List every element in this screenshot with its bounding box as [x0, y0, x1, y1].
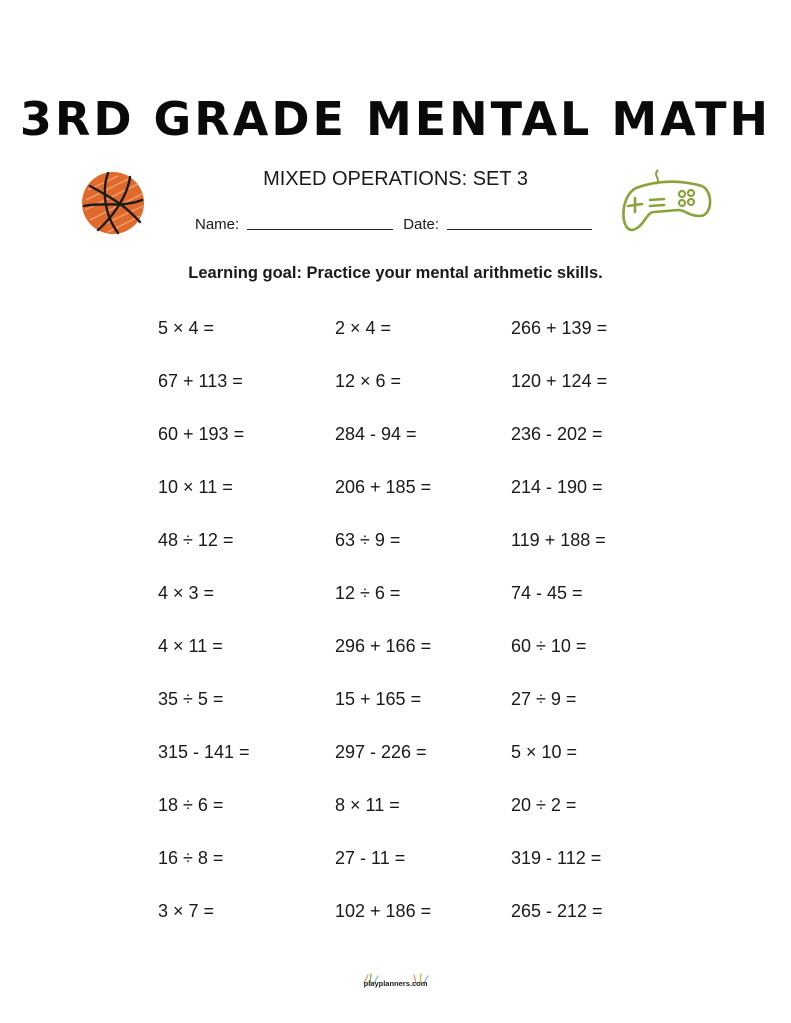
problem: 319 - 112 =: [511, 848, 602, 868]
problem: 284 - 94 =: [335, 424, 417, 444]
problem: 16 ÷ 8 =: [158, 848, 224, 868]
problem: 60 ÷ 10 =: [511, 636, 587, 656]
problem: 35 ÷ 5 =: [158, 689, 224, 709]
problem: 12 × 6 =: [335, 371, 402, 391]
date-field[interactable]: [447, 229, 592, 230]
problem-row: [158, 477, 651, 530]
problem: 315 - 141 =: [158, 742, 250, 762]
name-label: Name:: [195, 216, 240, 233]
name-field[interactable]: [247, 229, 393, 230]
problem: 10 × 11 =: [158, 477, 233, 497]
problem-row: [158, 636, 651, 689]
problem: 266 + 139 =: [511, 318, 608, 338]
problem: 3 × 7 =: [158, 901, 215, 921]
problem-row: [158, 689, 651, 742]
problem: 5 × 4 =: [158, 318, 215, 338]
problem-row: [158, 795, 651, 848]
problem: 297 - 226 =: [335, 742, 427, 762]
footer-brand[interactable]: playplanners.com: [363, 979, 428, 988]
problem: 265 - 212 =: [511, 901, 603, 921]
problem: 214 - 190 =: [511, 477, 603, 497]
problem-row: [158, 424, 651, 477]
worksheet-subtitle: MIXED OPERATIONS: SET 3: [263, 168, 528, 190]
problem: 206 + 185 =: [335, 477, 432, 497]
problem: 67 + 113 =: [158, 371, 243, 391]
problem: 63 ÷ 9 =: [335, 530, 401, 550]
problem: 236 - 202 =: [511, 424, 603, 444]
problem: 296 + 166 =: [335, 636, 432, 656]
problem-row: [158, 583, 651, 636]
problem: 48 ÷ 12 =: [158, 530, 234, 550]
problem-grid: [158, 318, 651, 954]
problem: 74 - 45 =: [511, 583, 583, 603]
problem: 12 ÷ 6 =: [335, 583, 401, 603]
problem: 102 + 186 =: [335, 901, 432, 921]
problem: 5 × 10 =: [511, 742, 578, 762]
problem: 20 ÷ 2 =: [511, 795, 577, 815]
problem: 18 ÷ 6 =: [158, 795, 224, 815]
problem-row: [158, 848, 651, 901]
problem: 119 + 188 =: [511, 530, 606, 550]
name-date-row: [195, 216, 602, 233]
problem: 27 - 11 =: [335, 848, 406, 868]
page-title: 3RD GRADE MENTAL MATH: [19, 92, 772, 146]
problem: 4 × 11 =: [158, 636, 223, 656]
problem-row: [158, 530, 651, 583]
learning-goal: Learning goal: Practice your mental arithmetic skills.: [188, 264, 603, 282]
problem: 60 + 193 =: [158, 424, 245, 444]
problem: 15 + 165 =: [335, 689, 422, 709]
date-label: Date:: [403, 216, 440, 233]
problem-row: [158, 901, 651, 954]
problem-row: [158, 318, 651, 371]
problem: 2 × 4 =: [335, 318, 392, 338]
problem: 4 × 3 =: [158, 583, 215, 603]
problem: 8 × 11 =: [335, 795, 400, 815]
problem-row: [158, 371, 651, 424]
problem: 27 ÷ 9 =: [511, 689, 577, 709]
problem: 120 + 124 =: [511, 371, 608, 391]
problem-row: [158, 742, 651, 795]
